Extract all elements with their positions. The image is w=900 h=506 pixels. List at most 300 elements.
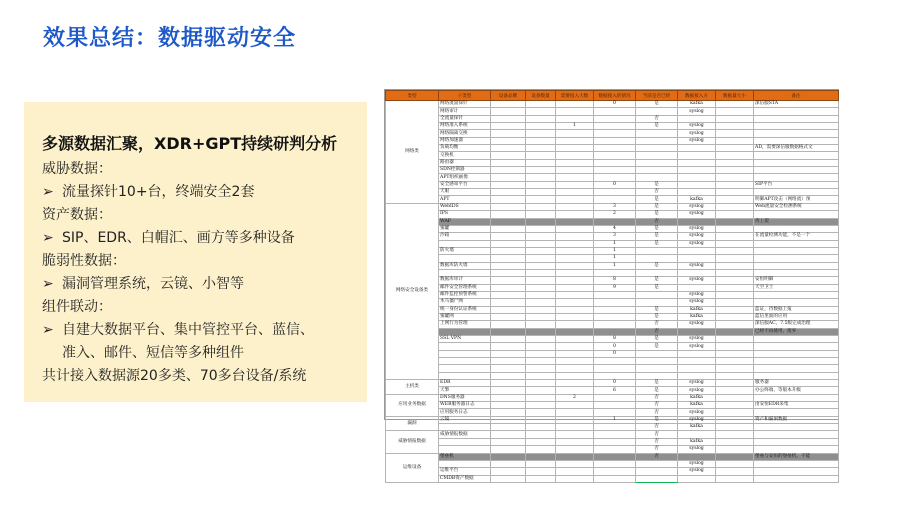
- table-row: [386, 167, 839, 174]
- table-row: [386, 431, 839, 438]
- table-cell: syslog: [678, 108, 716, 115]
- table-cell: [716, 247, 754, 254]
- table-cell: 安恒明御: [754, 277, 839, 284]
- table-cell: [491, 468, 526, 475]
- table-cell: 运维平台: [439, 468, 491, 475]
- table-cell: [556, 269, 594, 276]
- table-cell: [636, 269, 678, 276]
- table-cell: 堡垒机: [439, 453, 491, 460]
- data-source-table: [385, 90, 839, 483]
- table-cell: [594, 372, 636, 379]
- table-cell: [439, 365, 491, 372]
- table-cell: [716, 159, 754, 166]
- table-cell: SSL VPN: [439, 336, 491, 343]
- table-cell: [491, 269, 526, 276]
- table-cell: [491, 299, 526, 306]
- table-cell: [439, 460, 491, 467]
- table-cell: [491, 321, 526, 328]
- table-cell: 统一身份认证系统: [439, 306, 491, 313]
- table-cell: 负载均衡: [439, 145, 491, 152]
- table-cell: [678, 431, 716, 438]
- table-cell: [678, 365, 716, 372]
- table-cell: [439, 269, 491, 276]
- table-cell: [491, 394, 526, 401]
- table-cell: 是: [636, 203, 678, 210]
- table-cell: 是: [636, 306, 678, 313]
- table-cell: [491, 181, 526, 188]
- table-cell: [526, 431, 556, 438]
- table-cell: [556, 284, 594, 291]
- table-cell: [556, 431, 594, 438]
- table-cell: 否: [636, 431, 678, 438]
- table-cell: [526, 225, 556, 232]
- table-cell: [526, 145, 556, 152]
- table-cell: 蜜罐: [439, 225, 491, 232]
- table-cell: [526, 424, 556, 431]
- table-cell: [754, 475, 839, 482]
- table-cell: syslog: [678, 446, 716, 453]
- table-cell: [716, 409, 754, 416]
- table-cell: [636, 145, 678, 152]
- table-cell: [716, 255, 754, 262]
- table-cell: [716, 299, 754, 306]
- table-cell: [526, 211, 556, 218]
- table-row: [386, 350, 839, 357]
- table-cell: 沙箱: [439, 233, 491, 240]
- table-cell: [754, 211, 839, 218]
- table-cell: [491, 203, 526, 210]
- table-cell: 全流量探针: [439, 115, 491, 122]
- table-cell: [556, 277, 594, 284]
- table-row: [386, 108, 839, 115]
- table-cell: [754, 115, 839, 122]
- table-cell: [594, 424, 636, 431]
- table-cell: [716, 380, 754, 387]
- table-cell: [526, 321, 556, 328]
- table-cell: [491, 284, 526, 291]
- summary-lines: [42, 158, 362, 388]
- table-cell: 蓝信里面的应用: [754, 313, 839, 320]
- table-cell: 0: [594, 181, 636, 188]
- table-cell: syslog: [678, 123, 716, 130]
- table-cell: [594, 475, 636, 482]
- table-cell: 云镜: [439, 416, 491, 423]
- table-cell: [636, 152, 678, 159]
- table-cell: [491, 225, 526, 232]
- table-cell: [678, 358, 716, 365]
- table-cell: [716, 431, 754, 438]
- table-cell: [556, 159, 594, 166]
- table-row: [386, 269, 839, 276]
- table-cell: 否: [636, 394, 678, 401]
- table-cell: [439, 343, 491, 350]
- table-cell: [636, 468, 678, 475]
- table-cell: [491, 387, 526, 394]
- table-row: [386, 468, 839, 475]
- table-cell: 网络准入系统: [439, 123, 491, 130]
- table-cell: [556, 409, 594, 416]
- table-cell: syslog: [678, 240, 716, 247]
- table-cell: 蜜罐网: [439, 313, 491, 320]
- table-cell: [526, 343, 556, 350]
- summary-text: 漏洞管理系统，云镜、小智等: [62, 276, 244, 292]
- table-cell: [716, 438, 754, 445]
- table-row: [386, 284, 839, 291]
- table-cell: [526, 196, 556, 203]
- table-cell: 安全感知平台: [439, 181, 491, 188]
- table-cell: [594, 189, 636, 196]
- table-row: [386, 299, 839, 306]
- table-cell: [526, 402, 556, 409]
- table-cell: [716, 203, 754, 210]
- table-cell: 是: [636, 181, 678, 188]
- table-cell: [716, 350, 754, 357]
- table-cell: 是: [636, 343, 678, 350]
- table-cell: [594, 196, 636, 203]
- table-row: [386, 460, 839, 467]
- table-cell: [754, 291, 839, 298]
- table-cell: [678, 115, 716, 122]
- table-cell: [556, 446, 594, 453]
- table-cell: [526, 394, 556, 401]
- table-cell: 否: [636, 409, 678, 416]
- table-cell: 数据库防火墙: [439, 262, 491, 269]
- arrow-bullet-icon: ➢: [42, 276, 54, 292]
- column-header: 数据量大小: [716, 91, 754, 101]
- table-cell: 资产和漏洞数据: [754, 416, 839, 423]
- table-cell: [754, 255, 839, 262]
- table-cell: [491, 167, 526, 174]
- table-cell: [526, 240, 556, 247]
- table-cell: [594, 409, 636, 416]
- table-cell: [526, 453, 556, 460]
- table-cell: [594, 130, 636, 137]
- table-cell: [556, 218, 594, 225]
- table-cell: [556, 306, 594, 313]
- table-row: [386, 181, 839, 188]
- table-cell: 应用服务日志: [439, 409, 491, 416]
- table-cell: [556, 108, 594, 115]
- table-cell: 0: [594, 380, 636, 387]
- table-row: [386, 446, 839, 453]
- table-cell: [439, 350, 491, 357]
- table-cell: [526, 277, 556, 284]
- summary-text: 准入、邮件、短信等多种组件: [62, 345, 244, 361]
- table-cell: [754, 431, 839, 438]
- table-cell: [716, 225, 754, 232]
- table-cell: [754, 468, 839, 475]
- table-cell: 是: [636, 277, 678, 284]
- table-cell: WAF: [439, 218, 491, 225]
- table-cell: 堡垒与安恒的堡垒机，不能: [754, 453, 839, 460]
- table-cell: [716, 358, 754, 365]
- table-cell: Web流量安全检测系统: [754, 203, 839, 210]
- column-header: 数据接入方: [678, 91, 716, 101]
- row-group-label: 主机类: [386, 380, 439, 395]
- table-cell: [491, 101, 526, 108]
- table-cell: [754, 365, 839, 372]
- column-header: 当前是否已经: [636, 91, 678, 101]
- table-cell: [678, 174, 716, 181]
- table-cell: 上网行为管理: [439, 321, 491, 328]
- table-cell: [594, 306, 636, 313]
- table-cell: [754, 159, 839, 166]
- table-cell: [716, 402, 754, 409]
- table-cell: [556, 189, 594, 196]
- table-cell: [526, 123, 556, 130]
- table-cell: [716, 277, 754, 284]
- table-cell: [594, 167, 636, 174]
- table-cell: [556, 203, 594, 210]
- table-cell: [716, 343, 754, 350]
- table-cell: kafka: [678, 438, 716, 445]
- table-cell: [594, 438, 636, 445]
- row-group-label: 运维设备: [386, 453, 439, 482]
- table-cell: [556, 387, 594, 394]
- table-cell: kafka: [678, 402, 716, 409]
- table-cell: 服务器: [754, 380, 839, 387]
- table-row: [386, 277, 839, 284]
- table-cell: [491, 211, 526, 218]
- table-cell: [556, 350, 594, 357]
- table-cell: [716, 313, 754, 320]
- table-cell: [491, 453, 526, 460]
- table-cell: [636, 372, 678, 379]
- table-cell: 否: [636, 446, 678, 453]
- table-row: [386, 475, 839, 482]
- table-cell: APT组织画像: [439, 174, 491, 181]
- table-cell: 1: [594, 262, 636, 269]
- table-cell: 天眼: [439, 189, 491, 196]
- table-cell: [491, 174, 526, 181]
- table-cell: [754, 372, 839, 379]
- table-cell: [716, 306, 754, 313]
- table-cell: [754, 409, 839, 416]
- table-cell: [556, 416, 594, 423]
- table-cell: [491, 409, 526, 416]
- table-cell: [636, 350, 678, 357]
- table-cell: [754, 438, 839, 445]
- table-row: [386, 438, 839, 445]
- table-cell: [556, 402, 594, 409]
- table-cell: [491, 372, 526, 379]
- table-cell: [716, 130, 754, 137]
- table-cell: [526, 328, 556, 335]
- table-cell: CMDB资产数据: [439, 475, 491, 482]
- table-cell: [556, 137, 594, 144]
- table-cell: [716, 394, 754, 401]
- table-cell: [526, 152, 556, 159]
- table-row: [386, 247, 839, 254]
- table-row: [386, 416, 839, 423]
- table-cell: syslog: [678, 233, 716, 240]
- table-cell: syslog: [678, 277, 716, 284]
- table-cell: 在流量检测功能，不是一个: [754, 233, 839, 240]
- table-cell: [526, 387, 556, 394]
- table-cell: [716, 115, 754, 122]
- row-group-label: 网络安全设备类: [386, 203, 439, 379]
- table-cell: [439, 328, 491, 335]
- slide-title: 效果总结：数据驱动安全: [43, 26, 297, 51]
- table-cell: [526, 336, 556, 343]
- table-cell: [636, 130, 678, 137]
- summary-label: [42, 158, 362, 181]
- table-cell: kafka: [678, 101, 716, 108]
- table-cell: [491, 343, 526, 350]
- table-cell: [491, 306, 526, 313]
- table-cell: 是: [636, 233, 678, 240]
- table-cell: [678, 372, 716, 379]
- table-cell: [754, 343, 839, 350]
- summary-text: 资产数据：: [42, 207, 112, 223]
- table-cell: [716, 108, 754, 115]
- table-cell: [439, 438, 491, 445]
- table-cell: [556, 424, 594, 431]
- table-cell: [556, 380, 594, 387]
- table-cell: [556, 343, 594, 350]
- table-cell: 0: [594, 101, 636, 108]
- table-cell: [556, 328, 594, 335]
- table-cell: [636, 475, 678, 482]
- table-cell: [754, 167, 839, 174]
- table-cell: 否: [636, 218, 678, 225]
- table-cell: [754, 123, 839, 130]
- table-cell: [526, 299, 556, 306]
- table-cell: 是: [636, 211, 678, 218]
- table-row: [386, 380, 839, 387]
- table-cell: [678, 181, 716, 188]
- table-cell: [556, 240, 594, 247]
- table-cell: [526, 174, 556, 181]
- summary-text: SIP、EDR、白帽汇、画方等多种设备: [62, 230, 295, 246]
- table-cell: [439, 446, 491, 453]
- table-cell: [526, 358, 556, 365]
- table-cell: kafka: [678, 424, 716, 431]
- table-cell: [716, 291, 754, 298]
- table-cell: 1: [556, 123, 594, 130]
- table-cell: [636, 460, 678, 467]
- table-row: [386, 145, 839, 152]
- table-cell: [594, 145, 636, 152]
- table-cell: [526, 446, 556, 453]
- table-cell: [556, 372, 594, 379]
- table-cell: DNS服务器: [439, 394, 491, 401]
- table-cell: 2: [556, 394, 594, 401]
- summary-bullet: [42, 181, 362, 204]
- table-cell: [716, 321, 754, 328]
- table-cell: [526, 115, 556, 122]
- table-cell: [556, 460, 594, 467]
- table-row: [386, 358, 839, 365]
- table-row: [386, 101, 839, 108]
- table-row: [386, 394, 839, 401]
- table-cell: [754, 358, 839, 365]
- data-source-spreadsheet: [384, 89, 839, 481]
- table-row: [386, 233, 839, 240]
- table-cell: [594, 269, 636, 276]
- table-cell: 是: [636, 262, 678, 269]
- table-cell: [678, 167, 716, 174]
- row-group-label: 网络类: [386, 101, 439, 204]
- table-cell: [716, 181, 754, 188]
- table-cell: 是: [636, 313, 678, 320]
- table-cell: [716, 189, 754, 196]
- table-cell: 4: [594, 225, 636, 232]
- table-cell: [716, 196, 754, 203]
- table-cell: 网络审计: [439, 108, 491, 115]
- table-row: [386, 130, 839, 137]
- table-cell: [526, 247, 556, 254]
- table-cell: [526, 350, 556, 357]
- table-cell: [556, 101, 594, 108]
- table-cell: APT: [439, 196, 491, 203]
- table-cell: [594, 313, 636, 320]
- table-cell: [556, 167, 594, 174]
- table-cell: [491, 424, 526, 431]
- column-header: 设备数量: [526, 91, 556, 101]
- table-row: [386, 409, 839, 416]
- table-cell: [556, 358, 594, 365]
- table-cell: [678, 284, 716, 291]
- row-group-label: 漏洞: [386, 416, 439, 431]
- table-row: [386, 336, 839, 343]
- table-cell: 8: [594, 336, 636, 343]
- table-cell: [556, 225, 594, 232]
- summary-text: 自建大数据平台、集中管控平台、蓝信、: [62, 322, 314, 338]
- table-cell: [716, 269, 754, 276]
- table-cell: [526, 189, 556, 196]
- table-row: [386, 225, 839, 232]
- table-cell: kafka: [678, 394, 716, 401]
- table-cell: [556, 181, 594, 188]
- table-cell: [636, 247, 678, 254]
- table-row: [386, 203, 839, 210]
- summary-bullet: [42, 342, 362, 365]
- table-cell: [594, 460, 636, 467]
- table-cell: 1: [594, 416, 636, 423]
- table-cell: syslog: [678, 291, 716, 298]
- table-cell: [636, 291, 678, 298]
- table-cell: [556, 196, 594, 203]
- table-cell: [491, 365, 526, 372]
- column-header: 需要接入大数: [556, 91, 594, 101]
- table-cell: syslog: [678, 460, 716, 467]
- table-cell: WebIDS: [439, 203, 491, 210]
- table-cell: [678, 255, 716, 262]
- table-cell: [716, 460, 754, 467]
- table-row: [386, 218, 839, 225]
- table-cell: 是: [636, 387, 678, 394]
- table-cell: [491, 336, 526, 343]
- summary-label: [42, 250, 362, 273]
- table-row: [386, 262, 839, 269]
- table-cell: [526, 269, 556, 276]
- table-cell: 明御APT攻击（网络流）预: [754, 196, 839, 203]
- column-header: 类型: [386, 91, 439, 101]
- table-cell: [678, 328, 716, 335]
- table-cell: [716, 123, 754, 130]
- table-cell: 否: [636, 424, 678, 431]
- table-row: [386, 174, 839, 181]
- table-cell: [556, 299, 594, 306]
- table-cell: [556, 130, 594, 137]
- table-cell: 是: [636, 380, 678, 387]
- summary-panel: [24, 102, 367, 402]
- table-cell: [594, 299, 636, 306]
- table-cell: [594, 137, 636, 144]
- table-cell: [526, 284, 556, 291]
- column-header: 子类型: [439, 91, 491, 101]
